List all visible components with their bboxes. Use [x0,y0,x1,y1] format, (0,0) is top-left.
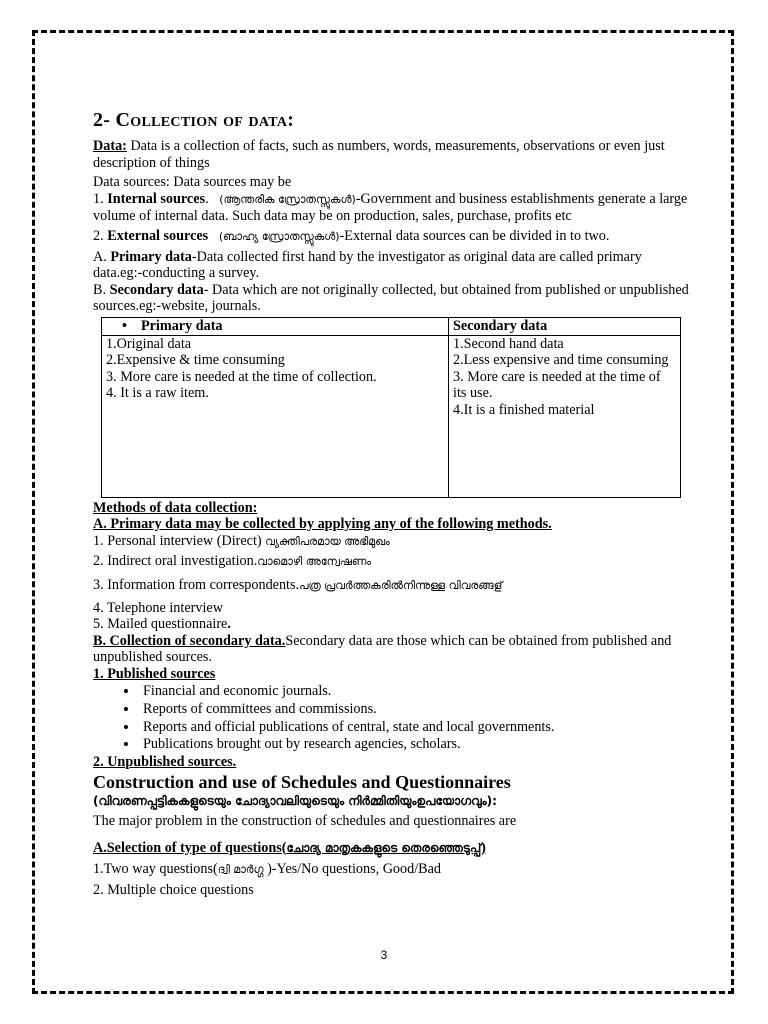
method-text: 2. Indirect oral investigation. [93,553,258,570]
secondary-collection-text: Secondary data are those which can be obtained from published and unpublished sources. [93,632,672,666]
external-sources [93,228,693,246]
q1-num: 1. [93,861,104,878]
data-definition-text: Data is a collection of facts, such as numbers, words, measurements, observations or even just description of things [93,138,665,171]
table-header-row [102,317,681,335]
primary-cell [102,335,449,497]
q1-ml: ദ്വി മാർഗ്ഗ [217,863,264,877]
document-body [93,108,693,898]
question-type-1 [93,861,693,879]
external-ml: (ബാഹ്യ സ്രോതസ്സുകൾ) [218,229,340,243]
secondary-cell [449,335,681,497]
data-definition [93,138,693,171]
method-ml: പത്ര പ്രവർത്തകരിൽനിന്നുള്ള വിവരങ്ങള് [299,578,503,592]
list-item: 1.Second hand data [453,335,564,352]
primary-text: -Data collected first hand by the investigator as original data are called primary data.eg:-conducting a survey. [93,248,642,282]
methods-title: Methods of data collection: [93,499,258,516]
secondary-label: Secondary data [109,281,204,298]
secondary-text: - Data which are not originally collected, but obtained from published or unpublished sources.eg:-website, journals. [93,281,689,315]
selection-title: Selection of type of questions( [106,839,287,856]
method-text: 5. Mailed questionnaire [93,616,228,633]
list-item: 3. More care is needed at the time of its use. [453,368,661,402]
list-item: 3. More care is needed at the time of collection. [106,368,377,385]
internal-ml: (ആന്തരിക സ്രോതസ്സുകൾ) [219,192,356,206]
table-row [102,335,681,497]
selection-heading [93,840,693,857]
external-label: External sources [107,227,209,244]
selection-close: ) [481,839,486,856]
question-type-2: 2. Multiple choice questions [93,881,254,898]
method-ml: വ്യക്തിപരമായ അഭിമുഖം [265,534,390,548]
primary-header-text: Primary data [140,317,223,334]
selection-ml: ചോദ്യ മാതൃകകളുടെ തെരഞ്ഞെടുപ്പ് [286,840,482,855]
selection-a: A. [93,839,107,856]
list-item: 2.Less expensive and time consuming [453,352,669,369]
list-item: 2.Expensive & time consuming [106,352,285,369]
published-list [93,683,693,752]
secondary-collection [93,633,693,666]
method-dot: . [227,616,231,633]
list-item: 4.It is a finished material [453,401,595,418]
method-ml: വാമൊഴി അന്വേഷണം [257,555,372,569]
methods-a-title: A. Primary data may be collected by applying any of the following methods. [93,516,552,533]
internal-num: 1. [93,190,108,207]
internal-sources [93,191,693,225]
list-item: • Reports and official publications of central, state and local governments. [139,719,693,736]
list-item: 1.Original data [106,335,192,352]
method-text: 3. Information from correspondents. [93,576,300,593]
primary-data-def [93,249,693,282]
secondary-data-def [93,282,693,315]
data-sources-intro: Data sources: Data sources may be [93,174,292,191]
list-item: • Financial and economic journals. [139,683,693,700]
secondary-prefix: B. [93,281,110,298]
external-text: -External data sources can be divided in to two. [339,227,610,244]
external-num: 2. [93,227,108,244]
method-item [93,533,693,551]
schedules-intro: The major problem in the construction of schedules and questionnaires are [93,813,517,830]
method-item [93,577,693,595]
method-text: 4. Telephone interview [93,599,223,616]
internal-label: Internal sources [107,190,206,207]
unpublished-title: 2. Unpublished sources. [93,753,237,770]
secondary-collection-title: B. Collection of secondary data. [93,632,286,649]
q1-rest: )-Yes/No questions, Good/Bad [263,861,442,878]
data-term: Data: [93,138,127,154]
comparison-table [101,317,681,498]
list-item: 4. It is a raw item. [106,385,209,402]
q1-text: Two way questions( [103,861,218,878]
schedules-title: Construction and use of Schedules and Questionnaires [93,772,511,793]
method-item [93,616,693,633]
table-header-primary [102,317,449,335]
method-item [93,600,693,617]
method-text: 1. Personal interview (Direct) [93,532,266,549]
table-header-secondary: Secondary data [449,317,681,335]
internal-text: -Government and business establishments generate a large volume of internal data. Such data may be on production, sales, purchase, profits etc [93,190,688,225]
internal-dot: . [205,190,209,207]
list-item: • Publications brought out by research agencies, scholars. [139,736,693,753]
primary-prefix: A. [93,248,111,265]
method-item [93,553,693,571]
primary-label: Primary data [110,248,192,265]
list-item: • Reports of committees and commissions. [139,701,693,718]
schedules-ml: (വിവരണപ്പട്ടികകളുടെയും ചോദ്യാവലിയുടെയും നിർമ്മിതിയുംഉപയോഗവും): [93,794,497,809]
page-number: 3 [380,948,388,962]
published-title: 1. Published sources [93,665,216,682]
section-heading: 2- Collection of data: [93,109,295,131]
